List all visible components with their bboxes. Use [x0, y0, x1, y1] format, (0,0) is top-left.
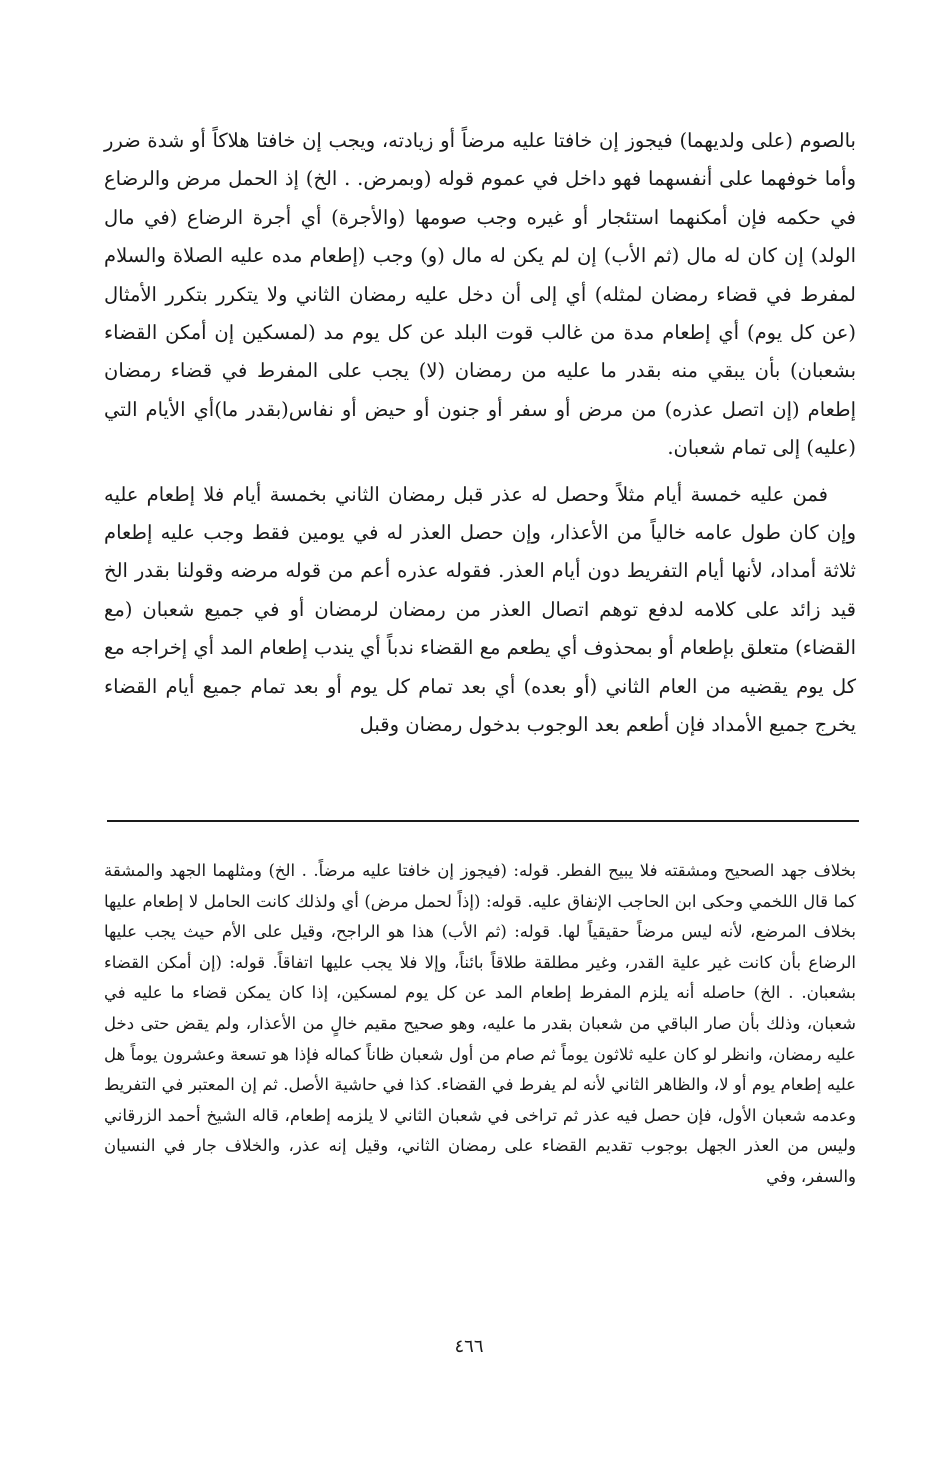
footnote-section: [104, 856, 856, 1193]
main-text: [104, 122, 856, 745]
main-paragraph-1: بالصوم (على ولديهما) فيجوز إن خافتا عليه مرضاً أو زيادته، ويجب إن خافتا هلاكاً أو شدة ضرر وأما خوفهما على أنفسهما فهو داخل في عموم قوله (وبمرض. . الخ) إذ الحمل مرض والرضاع في حكمه فإن أمكنهما استئجار أو غيره وجب صومها (والأجرة) أي أجرة الرضاع (في مال الولد) إن كان له مال (ثم الأب) إن لم يكن له مال (و) وجب (إطعام مده عليه الصلاة والسلام لمفرط في قضاء رمضان لمثله) أي إلى أن دخل عليه رمضان الثاني ولا يتكرر بتكرر الأمثال (عن كل يوم) أي إطعام مدة من غالب قوت البلد عن كل يوم مد (لمسكين إن أمكن القضاء بشعبان) بأن يبقي منه بقدر ما عليه من رمضان (لا) يجب على المفرط في قضاء رمضان إطعام (إن اتصل عذره) من مرض أو سفر أو جنون أو حيض أو نفاس(بقدر ما)أي الأيام التي (عليه) إلى تمام شعبان.: [104, 129, 856, 460]
main-paragraph-2: فمن عليه خمسة أيام مثلاً وحصل له عذر قبل رمضان الثاني بخمسة أيام فلا إطعام عليه وإن كان طول عامه خالياً من الأعذار، وإن حصل العذر له في يومين فقط وجب عليه إطعام ثلاثة أمداد، لأنها أيام التفريط دون أيام العذر. فقوله عذره أعم من قوله مرضه وقولنا بقدر الخ قيد زائد على كلامه لدفع توهم اتصال العذر من رمضان لرمضان أو في جميع شعبان (مع القضاء) متعلق بإطعام أو بمحذوف أي يطعم مع القضاء ندباً أي يندب إطعام المد أي إخراجه مع كل يوم يقضيه من العام الثاني (أو بعده) أي بعد تمام كل يوم أو بعد تمام جميع أيام القضاء يخرج جميع الأمداد فإن أطعم بعد الوجوب بدخول رمضان وقبل: [104, 482, 856, 737]
page-number: ٤٦٦: [454, 1336, 484, 1357]
footnote-separator: [107, 820, 859, 822]
footnote-text: بخلاف جهد الصحيح ومشقته فلا يبيح الفطر. قوله: (فيجوز إن خافتا عليه مرضاً. . الخ) ومثلهما الجهد والمشقة كما قال اللخمي وحكى ابن الحاجب الإنفاق عليه. قوله: (إذاً لحمل مرض) أي ولذلك كانت الحامل لا إطعام عليها بخلاف المرضع، لأنه ليس مرضاً حقيقياً لها. قوله: (ثم الأب) هذا هو الراجح، وقيل على الأم حيث يجب عليها الرضاع بأن كانت غير علية القدر، وغير مطلقة طلاقاً بائناً، وإلا فلا يجب عليها اتفاقاً. قوله: (إن أمكن القضاء بشعبان. . الخ) حاصله أنه يلزم المفرط إطعام المد عن كل يوم لمسكين، إذا كان يمكن قضاء ما عليه في شعبان، وذلك بأن صار الباقي من شعبان بقدر ما عليه، وهو صحيح مقيم خالٍ من الأعذار، ولم يقض حتى دخل عليه رمضان، وانظر لو كان عليه ثلاثون يوماً ثم صام من أول شعبان ظاناً كماله فإذا هو تسعة وعشرون يوماً هل عليه إطعام يوم أو لا، والظاهر الثاني لأنه لم يفرط في القضاء. كذا في حاشية الأصل. ثم إن المعتبر في التفريط وعدمه شعبان الأول، فإن حصل فيه عذر ثم تراخى في شعبان الثاني لا يلزمه إطعام، قاله الشيخ أحمد الزرقاني وليس من العذر الجهل بوجوب تقديم القضاء على رمضان الثاني، وقيل إنه عذر، والخلاف جار في النسيان والسفر، وفي: [104, 861, 856, 1186]
